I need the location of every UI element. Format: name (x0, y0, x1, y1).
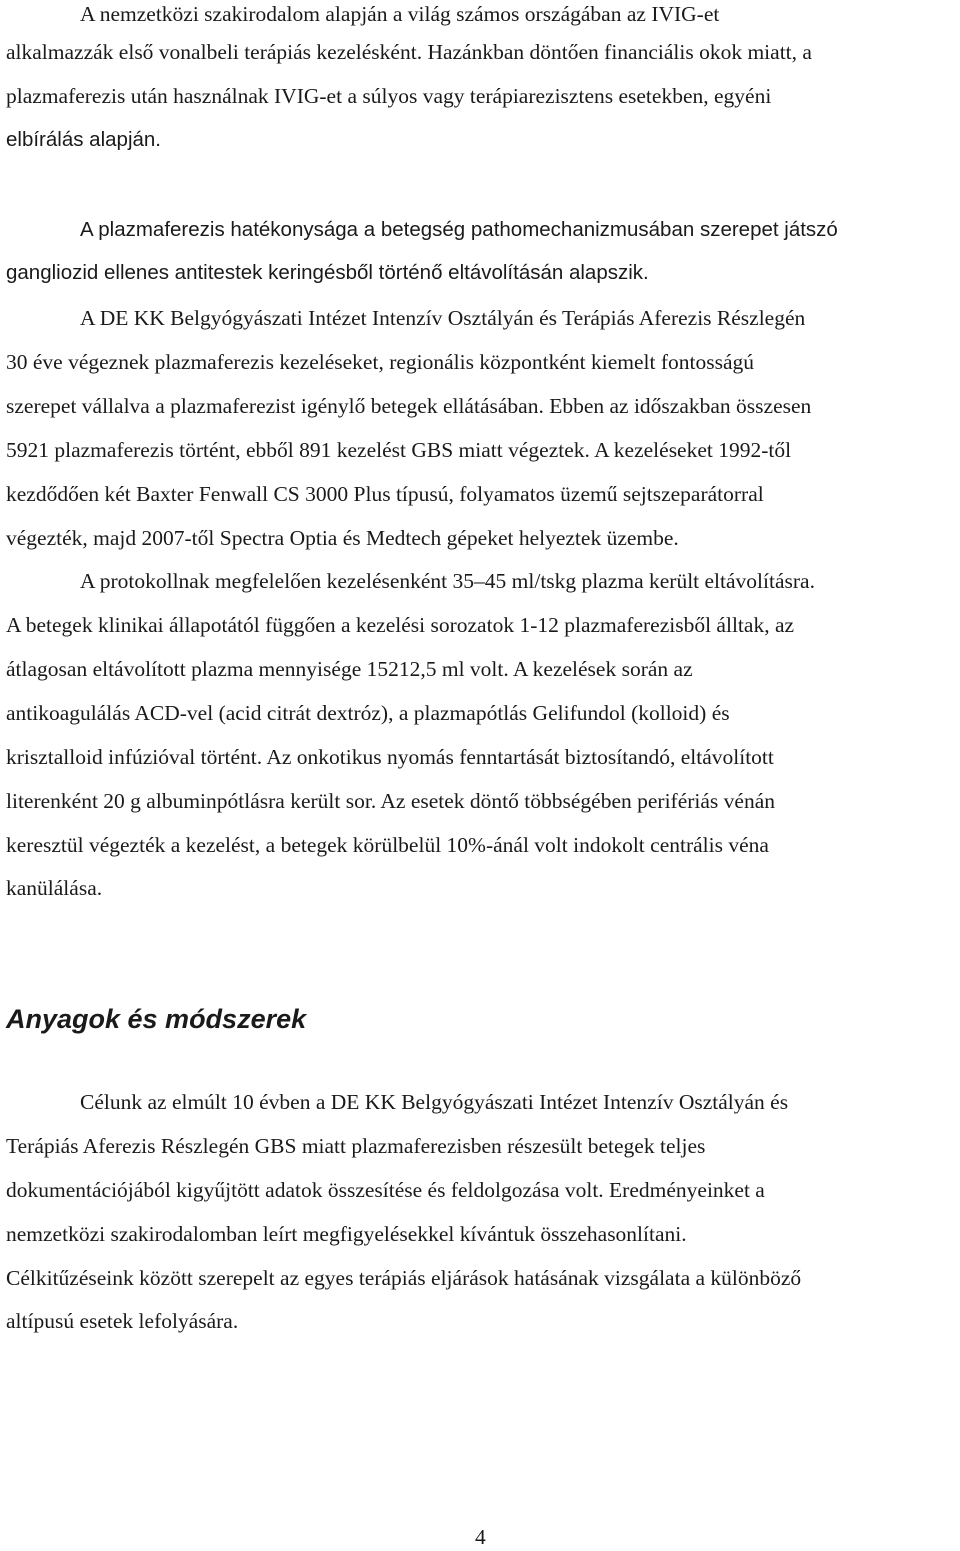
text-line: gangliozid ellenes antitestek keringésből történő eltávolításán alapszik. (6, 261, 649, 284)
text-line: keresztül végezték a kezelést, a betegek körülbelül 10%-ánál volt indokolt centrális véna (6, 833, 769, 857)
text-line: Célunk az elmúlt 10 évben a DE KK Belgyógyászati Intézet Intenzív Osztályán és (80, 1090, 789, 1114)
text-line: antikoagulálás ACD-vel (acid citrát dextróz), a plazmapótlás Gelifundol (kolloid) és (6, 701, 730, 725)
text-line: átlagosan eltávolított plazma mennyisége 15212,5 ml volt. A kezelések során az (6, 657, 693, 681)
text-line: A DE KK Belgyógyászati Intézet Intenzív Osztályán és Terápiás Aferezis Részlegén (80, 306, 806, 330)
text-line: 5921 plazmaferezis történt, ebből 891 kezelést GBS miatt végeztek. A kezeléseket 1992-től (6, 438, 792, 462)
text-line: A betegek klinikai állapotától függően a kezelési sorozatok 1-12 plazmaferezisből álltak, az (6, 613, 795, 637)
text-line: A nemzetközi szakirodalom alapján a világ számos országában az IVIG-et (80, 2, 720, 26)
text-line: Terápiás Aferezis Részlegén GBS miatt plazmaferezisben részesült betegek teljes (6, 1134, 706, 1158)
text-line: plazmaferezis után használnak IVIG-et a súlyos vagy terápiarezisztens esetekben, egyéni (6, 84, 772, 108)
text-line: elbírálás alapján. (6, 128, 161, 151)
text-line: kanülálása. (6, 876, 103, 900)
section-heading: Anyagok és módszerek (6, 1004, 307, 1034)
text-line: altípusú esetek lefolyására. (6, 1309, 239, 1333)
text-line: krisztalloid infúzióval történt. Az onkotikus nyomás fenntartását biztosítandó, eltávolított (6, 745, 774, 769)
text-line: kezdődően két Baxter Fenwall CS 3000 Plus típusú, folyamatos üzemű sejtszeparátorral (6, 482, 764, 506)
text-line: alkalmazzák első vonalbeli terápiás kezelésként. Hazánkban döntően financiális okok miatt, a (6, 40, 812, 64)
text-line: dokumentációjából kigyűjtött adatok összesítése és feldolgozása volt. Eredményeinket a (6, 1178, 765, 1202)
text-line: nemzetközi szakirodalomban leírt megfigyelésekkel kívántuk összehasonlítani. (6, 1222, 687, 1246)
text-line: literenként 20 g albuminpótlásra került sor. Az esetek döntő többségében perifériás vénán (6, 789, 775, 813)
text-line: 30 éve végeznek plazmaferezis kezeléseket, regionális központként kiemelt fontosságú (6, 350, 755, 374)
text-line: szerepet vállalva a plazmaferezist igénylő betegek ellátásában. Ebben az időszakban összesen (6, 394, 812, 418)
text-line: A protokollnak megfelelően kezelésenként 35–45 ml/tskg plazma került eltávolításra. (80, 569, 815, 593)
page-number: 4 (475, 1525, 486, 1549)
text-line: A plazmaferezis hatékonysága a betegség pathomechanizmusában szerepet játszó (80, 218, 838, 241)
text-line: Célkitűzéseink között szerepelt az egyes terápiás eljárások hatásának vizsgálata a különböző (6, 1266, 802, 1290)
text-line: végezték, majd 2007-től Spectra Optia és Medtech gépeket helyeztek üzembe. (6, 526, 679, 550)
